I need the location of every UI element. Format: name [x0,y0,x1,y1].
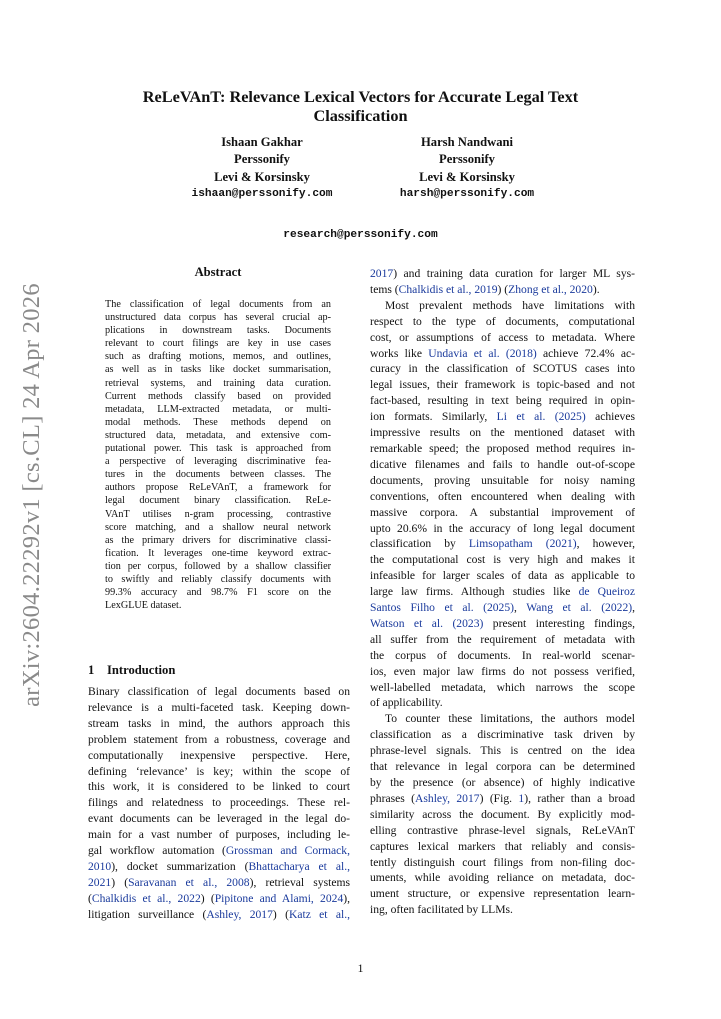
text-run: phrases ( [370,791,416,805]
author-affiliation-2: Levi & Korsinsky [419,169,515,184]
text-run: that relevance in legal corpora can be determined [370,760,635,774]
text-line [370,759,635,775]
author-block-2 [367,134,567,203]
text-run: ), rather than a broad [524,791,636,805]
abstract-line: unstructured data corpus has several crucial ap- [105,312,331,324]
text-run: ios, even major law firms do not possess verified, [370,664,635,678]
abstract-line: metadata, LLM-extracted metadata, or multi- [105,403,331,415]
abstract-line: to swiftly and reliably classify documents with [105,573,331,585]
abstract-line: The classification of legal documents from an [105,299,331,310]
citation-link[interactable]: Limsopatham (2021) [468,537,577,551]
citation-link[interactable]: Bhattacharya et al., [248,859,351,873]
abstract-line: modal methods. These methods depend on [105,416,331,428]
text-run: problem statement from a robustness, coverage and [88,732,350,746]
text-line [370,298,635,314]
abstract-line: retrieval systems, and training data curation. [105,377,331,389]
text-line [88,907,350,923]
text-run: ) ( [200,891,215,905]
text-line [88,891,350,907]
text-run: elling contrastive phrase-level signals, ReLeVAnT [370,823,635,837]
text-run: ), retrieval systems [249,875,350,889]
abstract-line: putational power. This task is approached from [105,443,331,455]
title-line-2: Classification [313,106,408,125]
text-run: upto 20.6% in the accuracy of long legal document [370,521,635,535]
text-line [370,839,635,855]
title-line-1: ReLeVAnT: Relevance Lexical Vectors for Accurate Legal Text [142,87,579,106]
text-line [88,748,350,764]
text-line [370,680,635,696]
text-run: captures lexical markers that reliably and consis- [370,839,635,853]
text-line [370,282,635,298]
text-run: ). [592,282,600,296]
text-line [370,886,635,902]
text-run: filings and relatedness to proceedings. These rel- [88,796,350,810]
text-run: main for a vast number of purposes, including le- [88,828,350,842]
text-run: massive corpora. A substantial improvement of [370,505,635,519]
abstract-line: authors propose ReLeVAnT, a framework for [105,482,331,494]
text-run: all suffer from the requirement of metadata with [370,632,635,646]
text-run: ) and training data curation for larger ML sys- [393,267,635,280]
abstract-line: 99.3% accuracy and 98.7% F1 score on the [105,587,331,599]
text-run: , however, [576,537,635,551]
text-line [370,743,635,759]
text-line [88,684,350,700]
text-line [370,870,635,886]
text-run: ) ( [111,875,129,889]
text-line [370,600,635,616]
abstract-line: a perspective of leveraging discriminative fea- [105,456,331,468]
text-line [370,775,635,791]
text-run: gal workflow automation ( [88,844,226,858]
text-run: Most prevalent methods have limitations with [385,298,635,312]
citation-link[interactable]: Li et al. (2025) [496,410,586,424]
section-title: Introduction [107,663,176,677]
text-run: ), [343,891,351,905]
text-run: works like [370,346,429,360]
text-run: , [514,601,527,615]
text-run: classification as a discriminative task driven by [370,728,635,742]
text-run: ) ( [497,282,509,296]
text-run: remarkable speed; the proposed method requires in- [370,441,635,455]
text-line [370,393,635,409]
text-run: stream tasks in mind, the authors approach this [88,716,350,730]
text-line [370,552,635,568]
citation-link[interactable]: Ashley, 2017 [206,907,273,921]
text-run: ) (Fig. [479,791,519,805]
abstract-line: structured data, metadata, and extensive com- [105,429,331,441]
text-run: infeasible for larger scales of data as applicable to [370,569,635,583]
text-line [370,266,635,282]
text-run: To counter these limitations, the authors model [385,712,635,726]
abstract-line: score matching, and a shallow neural network [105,521,331,533]
text-line [370,505,635,521]
text-line [370,457,635,473]
text-line [370,711,635,727]
abstract-line: relevant to court filings are key in use cases [105,338,331,350]
abstract-line: Current methods classify based on provided [105,390,331,402]
text-run: defining ‘relevance’ is key; within the scope of [88,764,350,778]
text-line [88,843,350,859]
text-run: well-labelled metadata, which narrows the scope [370,680,635,694]
text-line [370,807,635,823]
text-run: cost, or assumptions of access to metadata. Where [370,330,635,344]
text-run: ), docket summarization ( [111,859,249,873]
citation-link[interactable]: Chalkidis et al., 2022 [91,891,201,905]
text-line [370,521,635,537]
text-line [370,823,635,839]
text-run: large law firms. Although studies like [370,585,579,599]
text-line [370,568,635,584]
text-run: ing, often facilitated by LLMs. [370,903,513,917]
abstract-body [105,298,331,612]
text-line [88,795,350,811]
text-run: achieves [585,410,635,424]
citation-link[interactable]: 2010 [88,859,112,873]
page-number: 1 [357,961,364,975]
text-run: this work, it is considered to be linked to court [88,780,350,794]
text-line [370,584,635,600]
text-line [370,536,635,552]
text-line [370,855,635,871]
citation-link[interactable]: Wang et al. (2022) [526,601,633,615]
contact-email[interactable]: research@perssonify.com [283,229,438,241]
text-line [370,791,635,807]
text-line [370,409,635,425]
text-line [88,700,350,716]
abstract-line: as the primary drivers for discriminative classi- [105,534,331,546]
abstract-line: fication. It leverages one-time keyword extrac- [105,547,331,559]
text-run: similarity across the document. By explicitly mod- [370,807,635,821]
text-line [370,441,635,457]
text-run: dicative filenames and fails to handle out-of-scope [370,457,635,471]
section-heading [88,663,175,678]
citation-link[interactable]: 2017 [370,267,394,280]
author-email[interactable]: harsh@perssonify.com [399,187,535,200]
author-name: Harsh Nandwani [420,135,514,149]
text-line [370,346,635,362]
abstract-line: tion per corpus, followed by a shallow classifier [105,560,331,572]
text-run: tems ( [370,282,399,296]
text-run: uments, while avoiding reliance on metadata, doc- [370,871,635,885]
text-line [88,859,350,875]
author-block-1 [162,134,362,203]
text-line [88,764,350,780]
text-line [88,716,350,732]
text-line [88,779,350,795]
text-line [88,875,350,891]
citation-link[interactable]: 2021 [88,875,112,889]
text-run: the computational cost is very high and makes it [370,553,635,567]
text-run: Binary classification of legal documents based on [88,685,350,698]
citation-link[interactable]: Watson et al. (2023) [370,616,484,630]
text-run: phrase-level signals. This is centred on the idea [370,744,635,758]
abstract-line: LexGLUE dataset. [105,600,182,612]
abstract-line: such as drafting motions, memos, and outlines, [105,351,331,363]
text-line [88,827,350,843]
arxiv-sidebar [2,0,62,1019]
text-run: evant documents can be leveraged in the legal do- [88,812,350,826]
citation-link[interactable]: Katz et al., [288,907,351,921]
text-line [370,489,635,505]
text-run: fact-based, resulting in text being required in opin- [370,394,635,408]
text-run: tently distinguish court filings from non-filing doc- [370,855,635,869]
author-affiliation-2: Levi & Korsinsky [214,169,310,184]
text-run: of applicability. [370,696,443,710]
text-line [370,425,635,441]
right-column-text [370,266,635,918]
text-run: ) ( [272,907,289,921]
author-email[interactable]: ishaan@perssonify.com [191,187,333,200]
text-run: ion formats. Similarly, [370,410,497,424]
text-run: litigation surveillance ( [88,907,207,921]
citation-link[interactable]: Zhong et al., 2020 [508,282,593,296]
citation-link[interactable]: 1 [518,791,525,805]
abstract-line: VAnT utilises n-gram processing, contrastive [105,508,331,520]
text-line [370,616,635,632]
text-run: classification by [370,537,469,551]
citation-link[interactable]: Chalkidis et al., 2019 [398,282,498,296]
text-line [370,695,635,711]
text-run: achieve 72.4% ac- [536,346,635,360]
text-line [88,811,350,827]
text-line [370,902,635,918]
author-name: Ishaan Gakhar [221,135,303,149]
text-line [370,727,635,743]
text-line [370,361,635,377]
author-affiliation: Perssonify [234,152,290,167]
text-line [88,732,350,748]
citation-link[interactable]: Santos Filho et al. (2025) [370,601,515,615]
author-affiliation: Perssonify [439,152,495,167]
text-line [370,330,635,346]
abstract-line: legal document binary classification. ReLe- [105,495,331,507]
text-run: the corpus of documents. In real-world scenar- [370,648,635,662]
text-line [370,664,635,680]
text-run: impressive results on the mentioned dataset with [370,426,635,440]
paper-title [80,87,641,125]
text-line [370,648,635,664]
abstract-heading: Abstract [194,265,242,279]
citation-link[interactable]: Saravanan et al., 2008 [128,875,250,889]
text-run: ument structure, or expensive representation learn- [370,887,635,901]
abstract-line: tures in the documents between classes. The [105,469,331,481]
citation-link[interactable]: Grossman and Cormack, [225,844,350,858]
text-run: computationally inexpensive perspective. Here, [88,748,350,762]
abstract-line: as well as in tasks like docket summarisation, [105,364,331,376]
text-run: conventions, often encountered when dealing with [370,489,635,503]
arxiv-identifier: arXiv:2604.22292v1 [cs.CL] 24 Apr 2026 [18,283,45,707]
citation-link[interactable]: de Queiroz [578,585,635,599]
text-run: respect to the type of documents, computational [370,314,635,328]
citation-link[interactable]: Undavia et al. (2018) [428,346,537,360]
text-line [370,377,635,393]
text-run: relevance is a multi-faceted task. Keeping down- [88,700,350,714]
text-run: present interesting findings, [483,616,635,630]
text-run: by the presence (or absence) of highly indicative [370,776,635,789]
text-run: , [632,601,636,615]
left-column-text [88,684,350,923]
text-line [370,473,635,489]
citation-link[interactable]: Pipitone and Alami, 2024 [214,891,344,905]
text-run: legal issues, their framework is topic-based and not [370,378,635,392]
text-run: ( [88,891,92,905]
text-line [370,314,635,330]
text-line [370,632,635,648]
citation-link[interactable]: Ashley, 2017 [415,791,480,805]
text-run: curacy in the classification of SCOTUS cases into [370,362,635,376]
text-run: documents, proving unsuitable for noisy naming [370,473,635,487]
section-number: 1 [88,663,95,677]
abstract-line: plications in downstream tasks. Documents [105,325,331,337]
